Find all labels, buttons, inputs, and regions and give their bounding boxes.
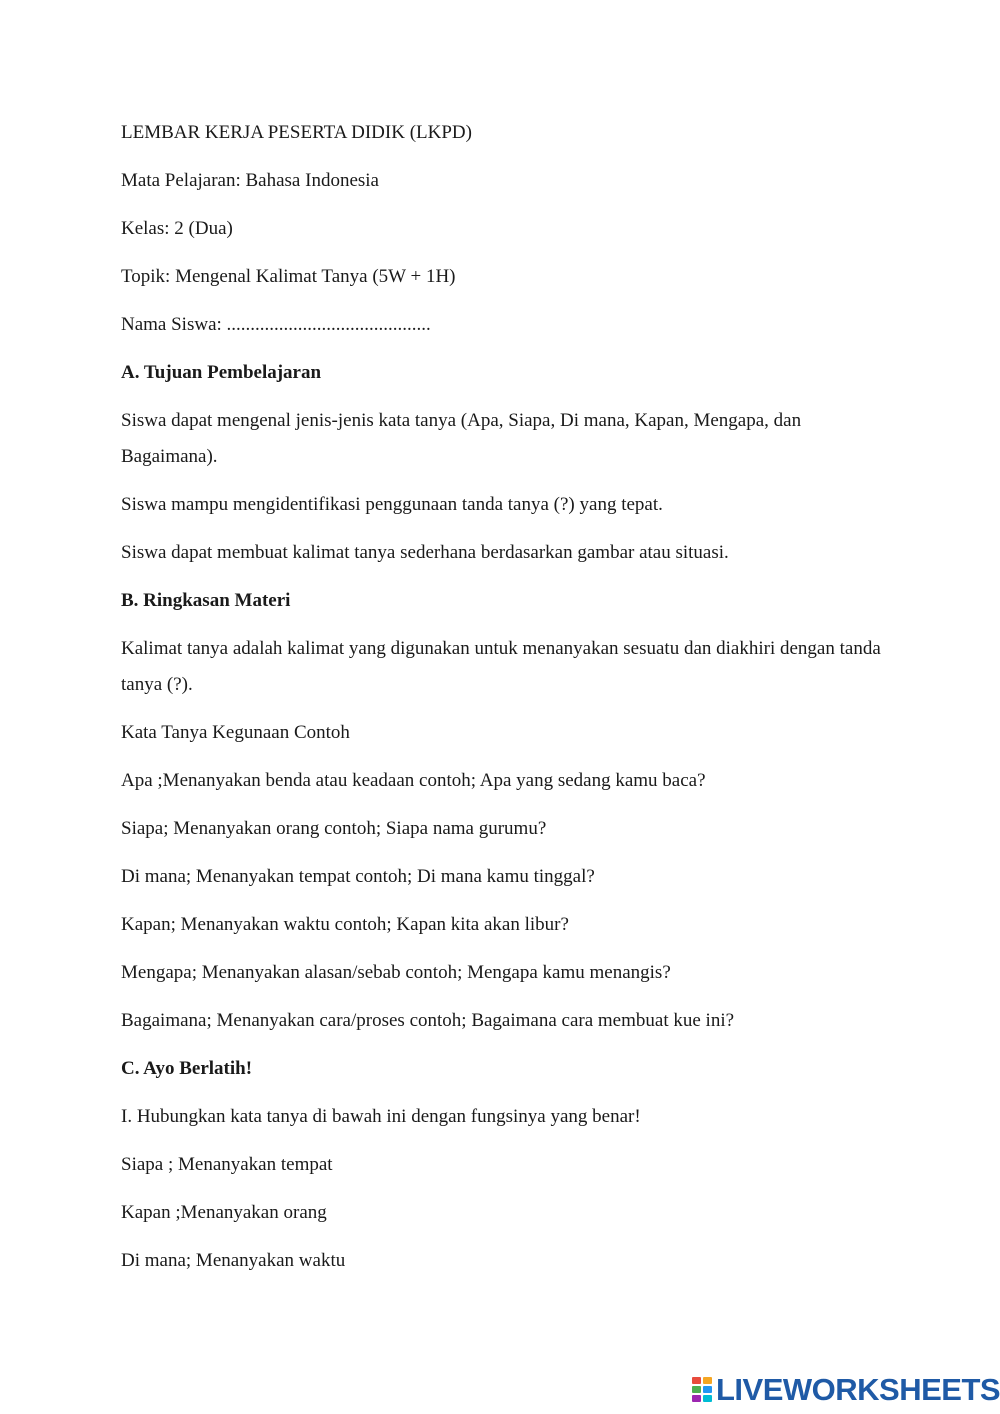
question-table-row: Kapan; Menanyakan waktu contoh; Kapan kita akan libur? [121,914,569,935]
exercise-instruction: I. Hubungkan kata tanya di bawah ini dengan fungsinya yang benar! [121,1106,641,1127]
question-table-row: Apa ;Menanyakan benda atau keadaan contoh; Apa yang sedang kamu baca? [121,770,706,791]
liveworksheets-mark-icon [692,1377,712,1403]
objective-item: Siswa dapat mengenal jenis-jenis kata tanya (Apa, Siapa, Di mana, Kapan, Mengapa, dan Bagaimana). [121,410,802,467]
summary-intro: Kalimat tanya adalah kalimat yang digunakan untuk menanyakan sesuatu dan diakhiri dengan tanda tanya (?). [121,638,881,695]
student-name-line: Nama Siswa: ........................................... [121,314,431,335]
worksheet-title: LEMBAR KERJA PESERTA DIDIK (LKPD) [121,122,472,143]
question-table-row: Di mana; Menanyakan tempat contoh; Di mana kamu tinggal? [121,866,595,887]
liveworksheets-brand: LIVEWORKSHEETS [716,1372,1000,1407]
matching-item: Di mana; Menanyakan waktu [121,1250,346,1271]
subject-line: Mata Pelajaran: Bahasa Indonesia [121,170,379,191]
objective-item: Siswa dapat membuat kalimat tanya sederhana berdasarkan gambar atau situasi. [121,542,729,563]
question-table-row: Siapa; Menanyakan orang contoh; Siapa nama gurumu? [121,818,547,839]
question-table-header: Kata Tanya Kegunaan Contoh [121,722,350,743]
liveworksheets-logo [692,1374,1000,1406]
section-c-heading: C. Ayo Berlatih! [121,1058,253,1079]
class-line: Kelas: 2 (Dua) [121,218,233,239]
matching-item: Siapa ; Menanyakan tempat [121,1154,333,1175]
section-a-heading: A. Tujuan Pembelajaran [121,362,322,383]
section-b-heading: B. Ringkasan Materi [121,590,291,611]
objective-item: Siswa mampu mengidentifikasi penggunaan tanda tanya (?) yang tepat. [121,494,663,515]
matching-item: Kapan ;Menanyakan orang [121,1202,327,1223]
question-table-row: Bagaimana; Menanyakan cara/proses contoh; Bagaimana cara membuat kue ini? [121,1010,735,1031]
topic-line: Topik: Mengenal Kalimat Tanya (5W + 1H) [121,266,456,287]
question-table-row: Mengapa; Menanyakan alasan/sebab contoh; Mengapa kamu menangis? [121,962,671,983]
